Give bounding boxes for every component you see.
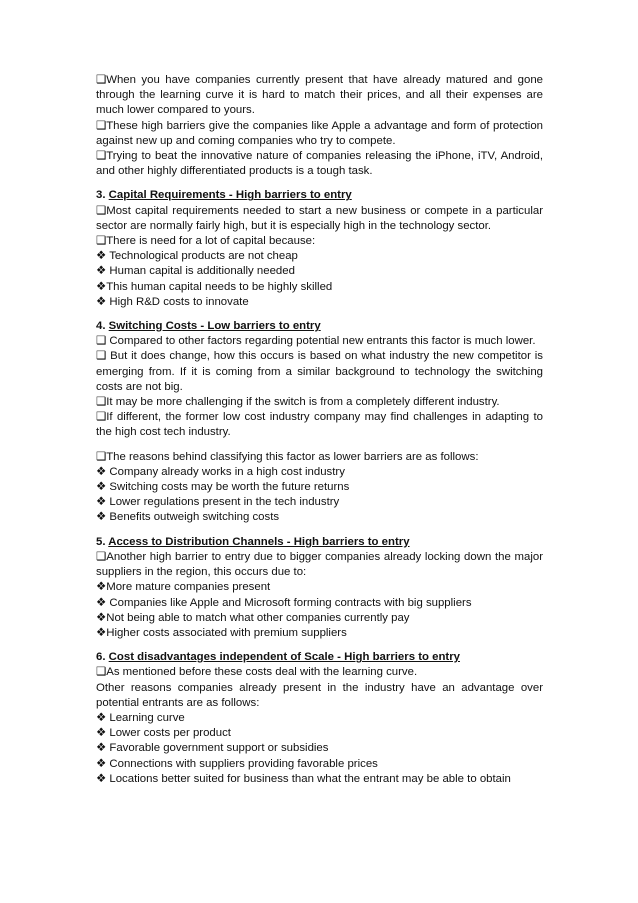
section-capital-requirements: [96, 188, 543, 310]
diamond-bullet-item: ❖ Lower costs per product: [96, 727, 231, 740]
diamond-bullet-item: ❖ Learning curve: [96, 711, 185, 724]
checkbox-bullet-icon: ❑: [96, 411, 107, 424]
diamond-bullet-item: ❖ Favorable government support or subsidies: [96, 742, 329, 755]
diamond-bullet-item: ❖ Human capital is additionally needed: [96, 265, 295, 278]
box-bullet-item: ❑If different, the former low cost industry company may find challenges in adapting to the high cost tech industry.: [96, 411, 543, 439]
checkbox-bullet-icon: ❑: [96, 74, 107, 86]
diamond-bullet-icon: ❖: [96, 711, 107, 724]
checkbox-bullet-icon: ❑: [96, 150, 107, 163]
checkbox-bullet-icon: ❑: [96, 396, 107, 409]
diamond-bullet-icon: ❖: [96, 727, 107, 740]
diamond-bullet-item: ❖Higher costs associated with premium suppliers: [96, 626, 347, 639]
section-heading: 3. Capital Requirements - High barriers to entry: [96, 189, 352, 202]
checkbox-bullet-icon: ❑: [96, 119, 107, 132]
intro-section: [96, 73, 543, 179]
box-bullet-item: ❑The reasons behind classifying this factor as lower barriers are as follows:: [96, 450, 479, 463]
section-distribution-channels: [96, 535, 543, 641]
box-bullet-item: ❑Most capital requirements needed to start a new business or compete in a particular sector are normally fairly high, but it is especially high in the technology sector.: [96, 204, 543, 232]
document-page: [96, 73, 543, 787]
diamond-bullet-icon: ❖: [96, 265, 107, 278]
diamond-bullet-icon: ❖: [96, 772, 107, 785]
section-heading: 6. Cost disadvantages independent of Scale - High barriers to entry: [96, 651, 460, 664]
checkbox-bullet-icon: ❑: [96, 666, 107, 679]
checkbox-bullet-icon: ❑: [96, 450, 107, 463]
diamond-bullet-item: ❖More mature companies present: [96, 581, 271, 594]
box-bullet-item: ❑ But it does change, how this occurs is based on what industry the new competitor is emerging from. If it is coming from a similar background to technology the switching costs are not big.: [96, 350, 543, 393]
box-bullet-item: ❑When you have companies currently present that have already matured and gone through the learning curve it is hard to match their prices, and all their expenses are much lower compared to yours.: [96, 74, 543, 117]
diamond-bullet-item: ❖ Locations better suited for business than what the entrant may be able to obtain: [96, 772, 511, 785]
paragraph: Other reasons companies already present in the industry have an advantage over potential entrants are as follows:: [96, 681, 543, 709]
checkbox-bullet-icon: ❑: [96, 335, 107, 348]
diamond-bullet-icon: ❖: [96, 496, 107, 509]
diamond-bullet-icon: ❖: [96, 611, 107, 624]
diamond-bullet-item: ❖ Switching costs may be worth the future returns: [96, 481, 350, 494]
box-bullet-item: ❑These high barriers give the companies like Apple a advantage and form of protection against new up and coming companies who try to compete.: [96, 119, 543, 147]
diamond-bullet-icon: ❖: [96, 596, 107, 609]
box-bullet-item: ❑ Compared to other factors regarding potential new entrants this factor is much lower.: [96, 335, 536, 348]
checkbox-bullet-icon: ❑: [96, 235, 107, 248]
diamond-bullet-icon: ❖: [96, 280, 107, 293]
box-bullet-item: ❑As mentioned before these costs deal with the learning curve.: [96, 666, 418, 679]
box-bullet-item: ❑Another high barrier to entry due to bigger companies already locking down the major suppliers in the region, this occurs due to:: [96, 550, 543, 579]
diamond-bullet-icon: ❖: [96, 742, 107, 755]
checkbox-bullet-icon: ❑: [96, 550, 107, 563]
box-bullet-item: ❑It may be more challenging if the switch is from a completely different industry.: [96, 396, 500, 409]
diamond-bullet-item: ❖ Technological products are not cheap: [96, 250, 298, 263]
diamond-bullet-item: ❖Not being able to match what other companies currently pay: [96, 611, 410, 624]
diamond-bullet-icon: ❖: [96, 511, 107, 524]
diamond-bullet-item: ❖ Connections with suppliers providing favorable prices: [96, 757, 378, 770]
section-switching-costs: [96, 319, 543, 526]
diamond-bullet-item: ❖ Company already works in a high cost industry: [96, 465, 345, 478]
box-bullet-item: ❑Trying to beat the innovative nature of companies releasing the iPhone, iTV, Android, and other highly differentiated products is a tough task.: [96, 150, 543, 178]
diamond-bullet-icon: ❖: [96, 626, 107, 639]
diamond-bullet-item: ❖ High R&D costs to innovate: [96, 295, 249, 308]
diamond-bullet-icon: ❖: [96, 295, 107, 308]
diamond-bullet-item: ❖ Companies like Apple and Microsoft forming contracts with big suppliers: [96, 596, 472, 609]
checkbox-bullet-icon: ❑: [96, 204, 107, 217]
diamond-bullet-icon: ❖: [96, 481, 107, 494]
diamond-bullet-item: ❖This human capital needs to be highly skilled: [96, 280, 333, 293]
box-bullet-item: ❑There is need for a lot of capital because:: [96, 235, 316, 248]
checkbox-bullet-icon: ❑: [96, 350, 107, 363]
diamond-bullet-icon: ❖: [96, 581, 107, 594]
diamond-bullet-item: ❖ Lower regulations present in the tech industry: [96, 496, 340, 509]
section-cost-disadvantages: [96, 650, 543, 787]
diamond-bullet-icon: ❖: [96, 250, 107, 263]
diamond-bullet-icon: ❖: [96, 465, 107, 478]
diamond-bullet-icon: ❖: [96, 757, 107, 770]
section-heading: 4. Switching Costs - Low barriers to entry: [96, 320, 321, 333]
section-heading: 5. Access to Distribution Channels - High barriers to entry: [96, 535, 410, 548]
diamond-bullet-item: ❖ Benefits outweigh switching costs: [96, 511, 280, 524]
